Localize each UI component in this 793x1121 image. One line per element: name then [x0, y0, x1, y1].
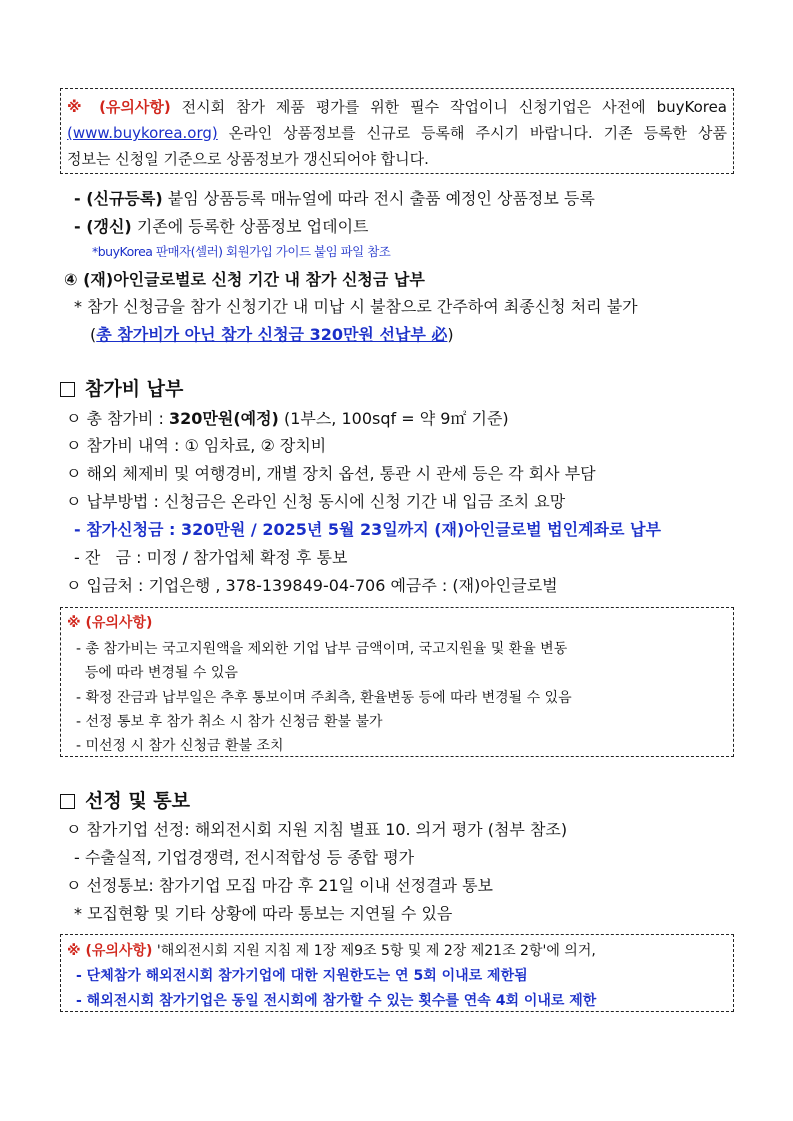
fee-method: ㅇ 납부방법 : 신청금은 온라인 신청 동시에 신청 기간 내 입금 조치 요망	[66, 492, 566, 511]
new-registration-line	[74, 186, 595, 209]
update-text: 기존에 등록한 상품정보 업데이트	[131, 217, 369, 236]
notice3-intro	[67, 940, 596, 960]
square-bullet-icon	[60, 382, 75, 397]
seller-guide-note: *buyKorea 판매자(셀러) 회원가입 가이드 붙임 파일 참조	[92, 244, 391, 259]
notice-label: ※ (유의사항)	[67, 98, 171, 116]
section-heading-selection	[60, 786, 190, 813]
buykorea-link[interactable]: (www.buykorea.org)	[67, 124, 218, 142]
update-label: - (갱신)	[74, 217, 132, 236]
selection-notify: ㅇ 선정통보: 참가기업 모집 마감 후 21일 이내 선정결과 통보	[66, 876, 494, 895]
fee-items: ㅇ 참가비 내역 : ① 임차료, ② 장치비	[66, 436, 327, 455]
paren-open: (	[90, 325, 97, 344]
section-title: 선정 및 통보	[85, 790, 190, 812]
step4-emphasis-line	[90, 322, 454, 345]
fee-deposit: - 참가신청금 : 320만원 / 2025년 5월 23일까지 (재)아인글로벌 법인계좌로 납부	[74, 520, 661, 539]
step4-note: * 참가 신청금을 참가 신청기간 내 미납 시 불참으로 간주하여 최종신청 처리 불가	[74, 297, 638, 316]
paren-close: )	[447, 325, 454, 344]
fee-balance: - 잔 금 : 미정 / 참가업체 확정 후 통보	[74, 548, 348, 567]
square-bullet-icon	[60, 794, 75, 809]
selection-criteria-detail: - 수출실적, 기업경쟁력, 전시적합성 등 종합 평가	[74, 848, 415, 867]
notice2-line: - 총 참가비는 국고지원액을 제외한 기업 납부 금액이며, 국고지원율 및 환율 변동	[76, 641, 568, 657]
notice2-line: 등에 따라 변경될 수 있음	[76, 665, 238, 681]
fee-account: ㅇ 입금처 : 기업은행 , 378-139849-04-706 예금주 : (재)아인글로벌	[66, 576, 558, 595]
prepay-emphasis: 총 참가비가 아닌 참가 신청금 320만원 선납부 必	[96, 325, 448, 344]
notice-text: 전시회 참가 제품 평가를 위한 필수 작업이니 신청기업은 사전에 buyKorea	[170, 98, 727, 116]
notice2-line: - 미선정 시 참가 신청금 환불 조치	[76, 738, 284, 754]
notice2-line: - 선정 통보 후 참가 취소 시 참가 신청금 환불 불가	[76, 714, 383, 730]
section-title: 참가비 납부	[85, 378, 184, 400]
update-line	[74, 214, 368, 237]
notice-text: 온라인 상품정보를 신규로 등록해 주시기 바랍니다. 기존 등록한 상품	[217, 124, 727, 142]
notice-line-3: 정보는 신청일 기준으로 상품정보가 갱신되어야 합니다.	[67, 150, 429, 168]
fee-extra: ㅇ 해외 체제비 및 여행경비, 개별 장치 옵션, 통관 시 관세 등은 각 회사 부담	[66, 464, 596, 483]
notice3-line: - 해외전시회 참가기업은 동일 전시회에 참가할 수 있는 횟수를 연속 4회 이내로 제한	[76, 993, 597, 1009]
notice3-line: - 단체참가 해외전시회 참가기업에 대한 지원한도는 연 5회 이내로 제한됨	[76, 968, 528, 984]
selection-criteria: ㅇ 참가기업 선정: 해외전시회 지원 지침 별표 10. 의거 평가 (첨부 참조)	[66, 820, 568, 839]
fee-total	[66, 406, 509, 429]
fee-total-label: ㅇ 총 참가비 :	[66, 409, 170, 428]
step4-title: ④ (재)아인글로벌로 신청 기간 내 참가 신청금 납부	[64, 270, 425, 289]
selection-notify-note: * 모집현황 및 기타 상황에 따라 통보는 지연될 수 있음	[74, 904, 453, 923]
notice3-label: ※ (유의사항)	[67, 943, 153, 959]
new-registration-text: 붙임 상품등록 매뉴얼에 따라 전시 출품 예정인 상품정보 등록	[162, 189, 595, 208]
notice-line-1	[67, 96, 727, 117]
new-registration-label: - (신규등록)	[74, 189, 163, 208]
notice-line-2	[67, 122, 727, 143]
notice2-label: ※ (유의사항)	[67, 615, 153, 631]
section-heading-fee	[60, 374, 183, 401]
fee-total-basis: (1부스, 100sqf = 약 9㎡ 기준)	[278, 409, 509, 428]
notice2-line: - 확정 잔금과 납부일은 추후 통보이며 주최측, 환율변동 등에 따라 변경될 수 있음	[76, 690, 572, 706]
fee-total-amount: 320만원(예정)	[169, 409, 279, 428]
notice3-text: '해외전시회 지원 지침 제 1장 제9조 5항 및 제 2장 제21조 2항'에 의거,	[152, 943, 596, 959]
